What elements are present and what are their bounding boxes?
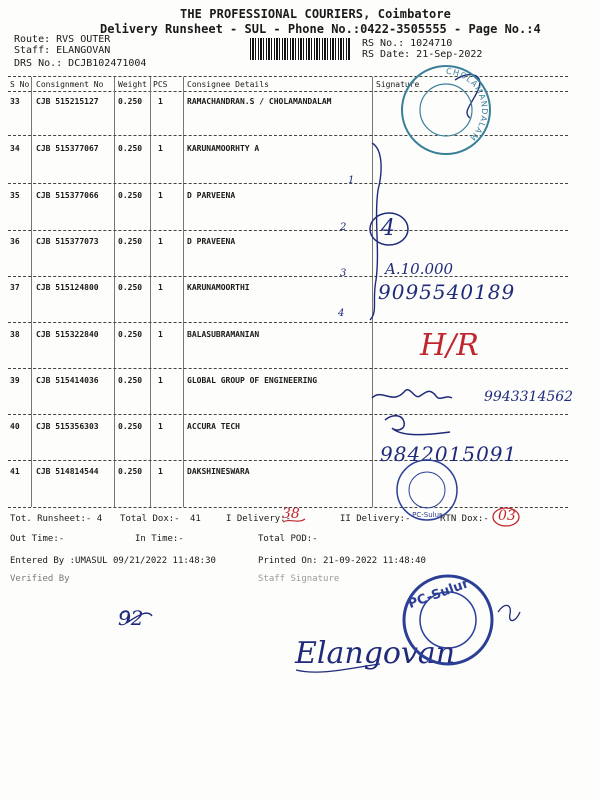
- row-consignment: CJB 515377067: [36, 144, 99, 153]
- row-weight: 0.250: [118, 237, 143, 246]
- col-weight: Weight: [118, 80, 147, 89]
- stamp-scribble: [498, 605, 520, 620]
- total-dox-value: 41: [190, 514, 201, 524]
- row-pcs: 1: [158, 422, 163, 431]
- row-weight: 0.250: [118, 422, 143, 431]
- staff-signature-label: Staff Signature: [258, 574, 340, 584]
- tick-4: 4: [338, 308, 345, 319]
- row-pcs: 1: [158, 191, 163, 200]
- row-consignee: ACCURA TECH: [187, 422, 240, 431]
- staff-label: Staff: ELANGOVAN: [14, 45, 111, 56]
- row-weight: 0.250: [118, 97, 143, 106]
- cholamandalam-stamp: [398, 62, 494, 158]
- svg-text:CHOLAMANDALAM: [446, 67, 489, 143]
- staff-handwritten-sign: Elangovan: [295, 636, 456, 671]
- rs-number: RS No.: 1024710: [362, 38, 453, 49]
- in-time: In Time:-: [135, 534, 184, 544]
- row-weight: 0.250: [118, 467, 143, 476]
- initials: 92: [118, 606, 144, 630]
- row-consignee: D PARVEENA: [187, 191, 236, 200]
- row-consignee: KARUNAMOORTHI: [187, 283, 250, 292]
- hr-note: H/R: [420, 328, 479, 363]
- row-pcs: 1: [158, 237, 163, 246]
- row-consignee: GLOBAL GROUP OF ENGINEERING: [187, 376, 318, 385]
- company-name: THE PROFESSIONAL COURIERS, Coimbatore: [180, 7, 452, 21]
- sulur-stamp-small-text: PC-Sulur: [412, 511, 442, 519]
- sulur-stamp-small: [392, 455, 462, 525]
- row-sno: 41: [10, 467, 20, 476]
- row-consignee: KARUNAMOORHTY A: [187, 144, 260, 153]
- row-sno: 33: [10, 97, 20, 106]
- row-pcs: 1: [158, 467, 163, 476]
- row-weight: 0.250: [118, 191, 143, 200]
- rtn-value: 03: [498, 508, 516, 524]
- row-consignment: CJB 515322840: [36, 330, 99, 339]
- route-label: Route: RVS OUTER: [14, 34, 111, 45]
- drs-number: DRS No.: DCJB102471004: [14, 58, 147, 69]
- row-consignment: CJB 515124800: [36, 283, 99, 292]
- row-consignment: CJB 515414036: [36, 376, 99, 385]
- ii-delivery-label: II Delivery:-: [340, 514, 411, 524]
- row-consignee: RAMACHANDRAN.S / CHOLAMANDALAM: [187, 97, 332, 106]
- verified-by: Verified By: [10, 574, 70, 584]
- count-circled-text: 4: [381, 216, 395, 241]
- amount-note: A.10.000: [385, 260, 454, 278]
- scribble-signature: [372, 390, 452, 399]
- phone-note-2: 9943314562: [484, 389, 574, 405]
- row-consignment: CJB 515377073: [36, 237, 99, 246]
- printed-on: Printed On: 21-09-2022 11:48:40: [258, 556, 426, 566]
- row-sno: 39: [10, 376, 20, 385]
- sulur-stamp: [398, 570, 498, 670]
- row-pcs: 1: [158, 97, 163, 106]
- row-consignee: DAKSHINESWARA: [187, 467, 250, 476]
- row-pcs: 1: [158, 144, 163, 153]
- total-dox-label: Total Dox:-: [120, 514, 180, 524]
- row-consignment: CJB 514814544: [36, 467, 99, 476]
- row-weight: 0.250: [118, 283, 143, 292]
- tick-3: 3: [340, 268, 347, 279]
- tick-2: 2: [340, 222, 347, 233]
- row-pcs: 1: [158, 283, 163, 292]
- row-weight: 0.250: [118, 144, 143, 153]
- row-sno: 34: [10, 144, 20, 153]
- entered-by: Entered By :UMASUL 09/21/2022 11:48:30: [10, 556, 216, 566]
- col-signature: Signature: [376, 80, 420, 89]
- col-sno: S No: [10, 80, 30, 89]
- row-sno: 40: [10, 422, 20, 431]
- row-sno: 37: [10, 283, 20, 292]
- rs-date: RS Date: 21-Sep-2022: [362, 49, 483, 60]
- out-time: Out Time:-: [10, 534, 65, 544]
- row-consignee: D PRAVEENA: [187, 237, 236, 246]
- col-consignment: Consignment No: [36, 80, 104, 89]
- rtn-dox-label: RTN Dox:-: [440, 514, 489, 524]
- row-consignee: BALASUBRAMANIAN: [187, 330, 260, 339]
- i-delivery-label: I Delivery:-: [226, 514, 292, 524]
- row-sno: 35: [10, 191, 20, 200]
- row-sno: 36: [10, 237, 20, 246]
- tick-1: 1: [348, 175, 355, 186]
- row-weight: 0.250: [118, 330, 143, 339]
- row-consignment: CJB 515377066: [36, 191, 99, 200]
- row-pcs: 1: [158, 330, 163, 339]
- row-consignment: CJB 515356303: [36, 422, 99, 431]
- total-pod: Total POD:-: [258, 534, 318, 544]
- cholamandalam-stamp-text: CHOLAMANDALAM: [445, 66, 490, 143]
- row40-signature: [385, 416, 450, 435]
- phone-note-3: 9842015091: [380, 442, 518, 466]
- row-consignment: CJB 515215127: [36, 97, 99, 106]
- sulur-stamp-text: PC-Sulur: [406, 576, 472, 613]
- row-sno: 38: [10, 330, 20, 339]
- runsheet-title: Delivery Runsheet - SUL - Phone No.:0422-3505555 - Page No.:4: [100, 22, 541, 36]
- col-consignee: Consignee Details: [187, 80, 269, 89]
- i-delivery-value: 38: [282, 506, 300, 522]
- col-pcs: PCS: [153, 80, 168, 89]
- row-weight: 0.250: [118, 376, 143, 385]
- row-pcs: 1: [158, 376, 163, 385]
- phone-note-1: 9095540189: [378, 280, 516, 304]
- total-runsheet: Tot. Runsheet:- 4: [10, 514, 103, 524]
